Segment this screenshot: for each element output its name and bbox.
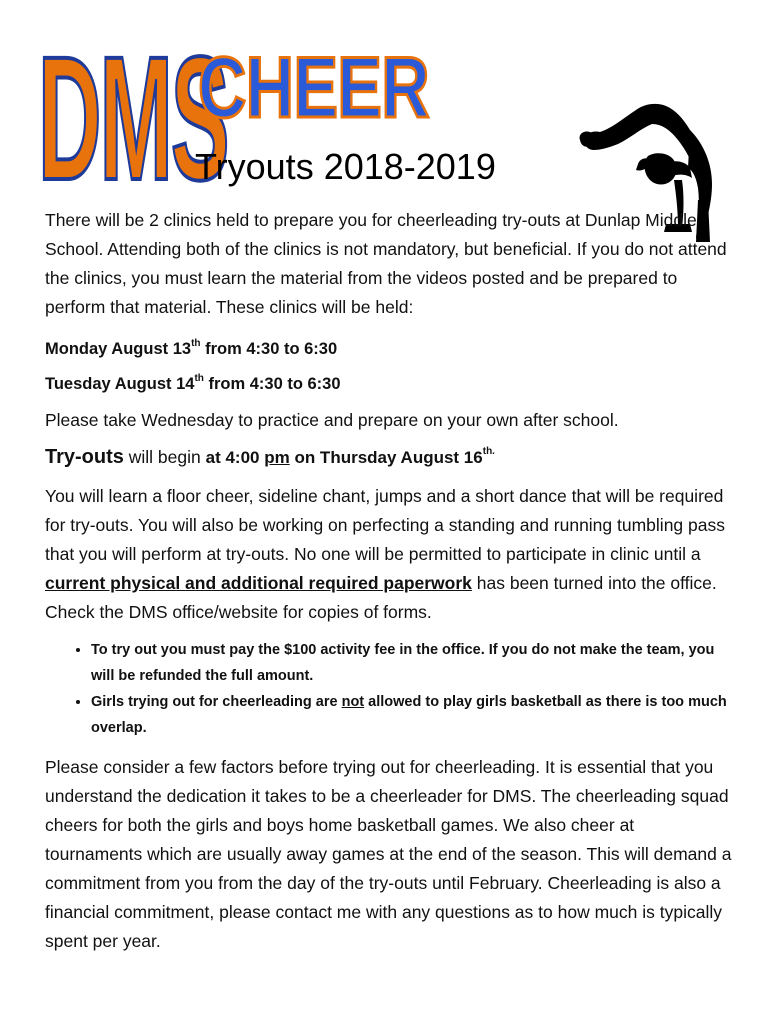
details-text-end: has been turned into the office. Check the DMS office/website for copies of forms.: [45, 573, 717, 622]
basketball-rule-not: not: [341, 694, 365, 710]
tryout-label: Try-outs: [45, 446, 124, 468]
clinic-time: from 4:30 to 6:30: [200, 340, 338, 358]
clinic-day-suffix: th: [194, 372, 204, 384]
clinic-date-tuesday: [45, 371, 735, 397]
list-item: [91, 637, 735, 689]
clinic-day-suffix: th: [191, 337, 201, 349]
intro-paragraph: There will be 2 clinics held to prepare you for cheerleading try-outs at Dunlap Middle School. Attending both of the clinics is not mandatory, but beneficial. If you do not attend the clinics, you must learn the material from the videos posted and be prepared to perform that material. These clinics will be held:: [45, 210, 727, 317]
requirements-list: [45, 637, 735, 741]
tryout-time: [206, 448, 495, 467]
page-title: Tryouts 2018-2019: [195, 146, 496, 187]
list-item: [91, 689, 735, 741]
clinic-day: Tuesday August 14: [45, 375, 195, 393]
clinic-time: from 4:30 to 6:30: [203, 375, 341, 393]
tryout-pm: pm: [264, 448, 290, 467]
basketball-rule-text-end: allowed to play girls basketball as there is too much overlap.: [91, 694, 727, 736]
tryout-at: at 4:00: [205, 448, 265, 467]
closing-paragraph: Please consider a few factors before trying out for cheerleading. It is essential that you understand the dedication it takes to be a cheerleader for DMS. The cheerleading squad cheers for both the girls and boys home basketball games. We also cheer at tournaments which are usually away games at the end of the season. This will demand a commitment from you from the day of the try-outs until February. Cheerleading is also a financial commitment, please contact me with any questions as to how much is typically spent per year.: [45, 757, 732, 951]
paperwork-requirement: current physical and additional required paperwork: [45, 573, 472, 593]
cheer-logo-text: CHEER: [198, 40, 429, 136]
tryout-date: on Thursday August 16: [289, 448, 483, 467]
tryout-text: will begin: [123, 447, 206, 467]
practice-note: Please take Wednesday to practice and prepare on your own after school.: [45, 410, 619, 430]
tryout-date-suffix: th.: [482, 446, 495, 458]
clinic-day: Monday August 13: [45, 340, 192, 358]
header: [38, 21, 738, 217]
dms-logo-text: DMS: [38, 21, 228, 217]
clinic-dates: [45, 336, 735, 397]
document-body: [45, 206, 735, 956]
dms-logo: [38, 21, 228, 217]
details-text: You will learn a floor cheer, sideline chant, jumps and a short dance that will be required for try-outs. You will also be working on perfecting a standing and running tumbling pass that you will perform at try-outs. No one will be permitted to participate in clinic until a: [45, 486, 725, 564]
basketball-rule-text: Girls trying out for cheerleading are: [91, 694, 342, 710]
fee-requirement: To try out you must pay the $100 activity fee in the office. If you do not make the team, you will be refunded the full amount.: [91, 642, 715, 684]
details-paragraph: [45, 482, 735, 627]
tryout-announcement: [45, 443, 735, 472]
clinic-date-monday: [45, 336, 735, 362]
